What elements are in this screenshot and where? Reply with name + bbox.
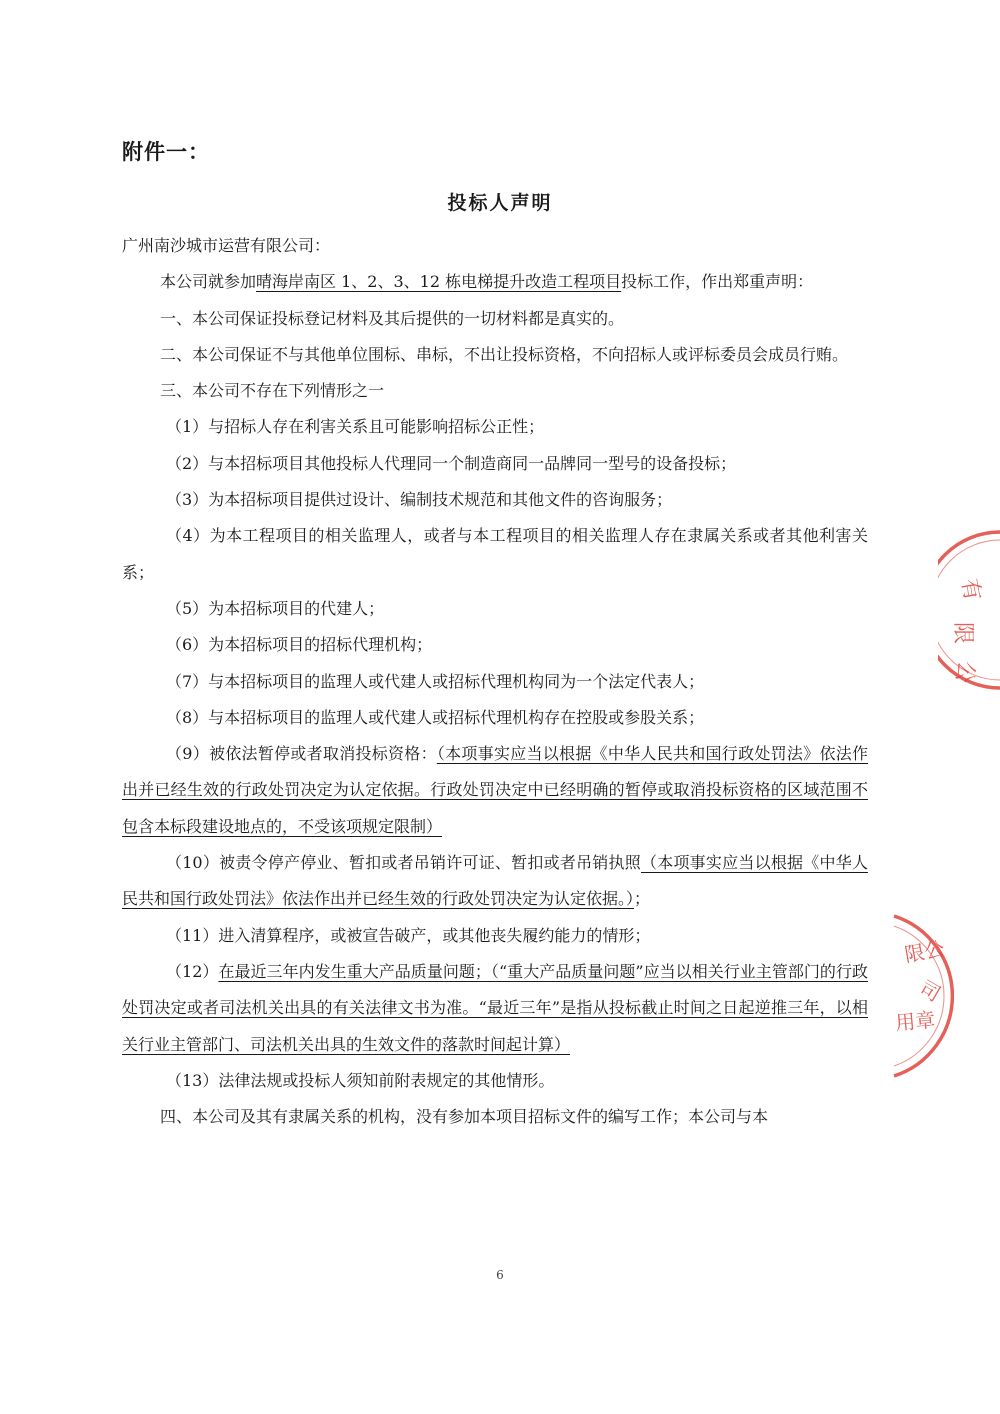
project-name: 晴海岸南区 1、2、3、12 栋电梯提升改造工程项目 [256, 272, 622, 292]
svg-text:用章: 用章 [894, 1007, 937, 1035]
item-10-main: （10）被责令停产停业、暂扣或者吊销许可证、暂扣或者吊销执照 [166, 853, 641, 873]
item-12 [122, 954, 868, 1063]
document-title: 投标人声明 [447, 192, 553, 214]
item-10-note: （本项事实应当以根据《中华人民共和国行政处罚法》依法作出并已经生效的行政处罚决定为认定依据。） [122, 853, 868, 909]
item-12-note: 在最近三年内发生重大产品质量问题；（“重大产品质量问题”应当以相关行业主管部门的行政处罚决定或者司法机关出具的有关法律文书为准。“最近三年”是指从投标截止时间之日起逆推三年，以相关行业主管部门、司法机关出具的生效文件的落款时间起计算） [122, 961, 868, 1054]
intro-prefix: 本公司就参加 [160, 272, 257, 292]
intro-paragraph [122, 264, 868, 300]
intro-suffix: 投标工作，作出郑重声明： [621, 272, 814, 292]
item-4: （4）为本工程项目的相关监理人，或者与本工程项目的相关监理人存在隶属关系或者其他利害关系； [122, 526, 868, 582]
item-1: （1）与招标人存在利害关系且可能影响招标公正性； [166, 417, 545, 437]
item-2: （2）与本招标项目其他投标人代理同一个制造商同一品牌同一型号的设备投标； [166, 453, 737, 473]
item-3: （3）为本招标项目提供过设计、编制技术规范和其他文件的咨询服务； [166, 490, 673, 510]
item-9-note: （本项事实应当以根据《中华人民共和国行政处罚法》依法作出并已经生效的行政处罚决定为认定依据。行政处罚决定中已经明确的暂停或取消投标资格的区域范围不包含本标段建设地点的，不受该项规定限制） [122, 744, 868, 836]
svg-text:限: 限 [950, 622, 975, 645]
clause-4: 四、本公司及其有隶属关系的机构，没有参加本项目招标文件的编写工作；本公司与本 [160, 1107, 769, 1127]
page-number: 6 [496, 1268, 504, 1282]
item-10-end: ； [634, 889, 651, 909]
annex-label: 附件一： [122, 140, 210, 164]
svg-text:限公: 限公 [902, 936, 947, 967]
addressee: 广州南沙城市运营有限公司： [122, 236, 331, 255]
item-12-main: （12） [166, 961, 219, 981]
svg-text:公: 公 [950, 658, 979, 685]
item-13: （13）法律法规或投标人须知前附表规定的其他情形。 [166, 1070, 555, 1090]
item-9-main: （9）被依法暂停或者取消投标资格： [166, 744, 437, 764]
company-seal-partial-2-icon [884, 912, 954, 1080]
clause-3: 三、本公司不存在下列情形之一 [160, 381, 385, 401]
item-5: （5）为本招标项目的代建人； [166, 598, 385, 618]
svg-text:司: 司 [915, 975, 945, 1007]
item-8: （8）与本招标项目的监理人或代建人或招标代理机构存在控股或参股关系； [166, 707, 705, 727]
statement-body [122, 228, 868, 1135]
clause-2: 二、本公司保证不与其他单位围标、串标，不出让投标资格，不向招标人或评标委员会成员行贿。 [160, 344, 849, 364]
item-9 [122, 736, 868, 845]
svg-text:有: 有 [956, 576, 985, 603]
item-6: （6）为本招标项目的招标代理机构； [166, 635, 433, 655]
item-7: （7）与本招标项目的监理人或代建人或招标代理机构同为一个法定代表人； [166, 671, 705, 691]
item-10 [122, 845, 868, 918]
company-seal-partial-icon [938, 530, 1000, 690]
item-11: （11）进入清算程序，或被宣告破产，或其他丧失履约能力的情形； [166, 925, 651, 945]
clause-1: 一、本公司保证投标登记材料及其后提供的一切材料都是真实的。 [160, 308, 625, 328]
